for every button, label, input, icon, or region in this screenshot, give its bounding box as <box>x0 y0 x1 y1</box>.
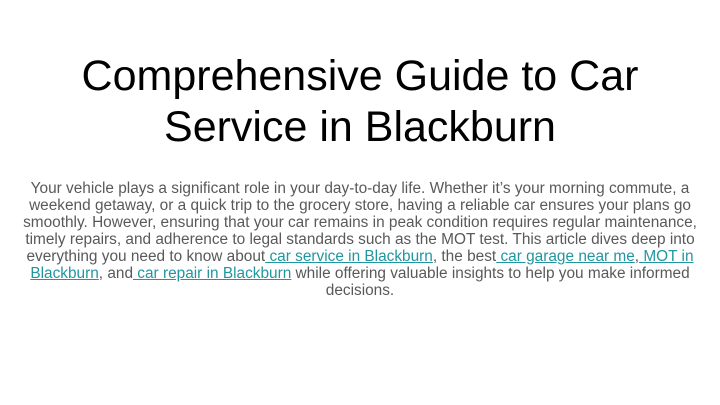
mot-link[interactable]: MOT in Blackburn <box>30 248 694 282</box>
outro-text: while offering valuable insights to help you make informed decisions. <box>291 265 690 299</box>
car-repair-link[interactable]: car repair in Blackburn <box>133 265 292 282</box>
separator-text: , the best <box>432 248 497 265</box>
separator-text: , and <box>98 265 134 282</box>
intro-text: Your vehicle plays a significant role in your day-to-day life. Whether it’s your morning commute, a weekend getaway, or a quick trip to the grocery store, having a reliable car ensures your plans go smoothly. However, ensuring that your car remains in peak condition requires regular maintenance, timely repairs, and adherence to legal standards such as the MOT test. This article dives deep into everything you need to know about <box>23 180 697 265</box>
separator-text: , <box>634 248 640 265</box>
car-service-link[interactable]: car service in Blackburn <box>265 248 433 265</box>
page-title: Comprehensive Guide to Car Service in Blackburn <box>81 52 639 151</box>
body-paragraph <box>22 180 698 299</box>
car-garage-link[interactable]: car garage near me <box>496 248 635 265</box>
